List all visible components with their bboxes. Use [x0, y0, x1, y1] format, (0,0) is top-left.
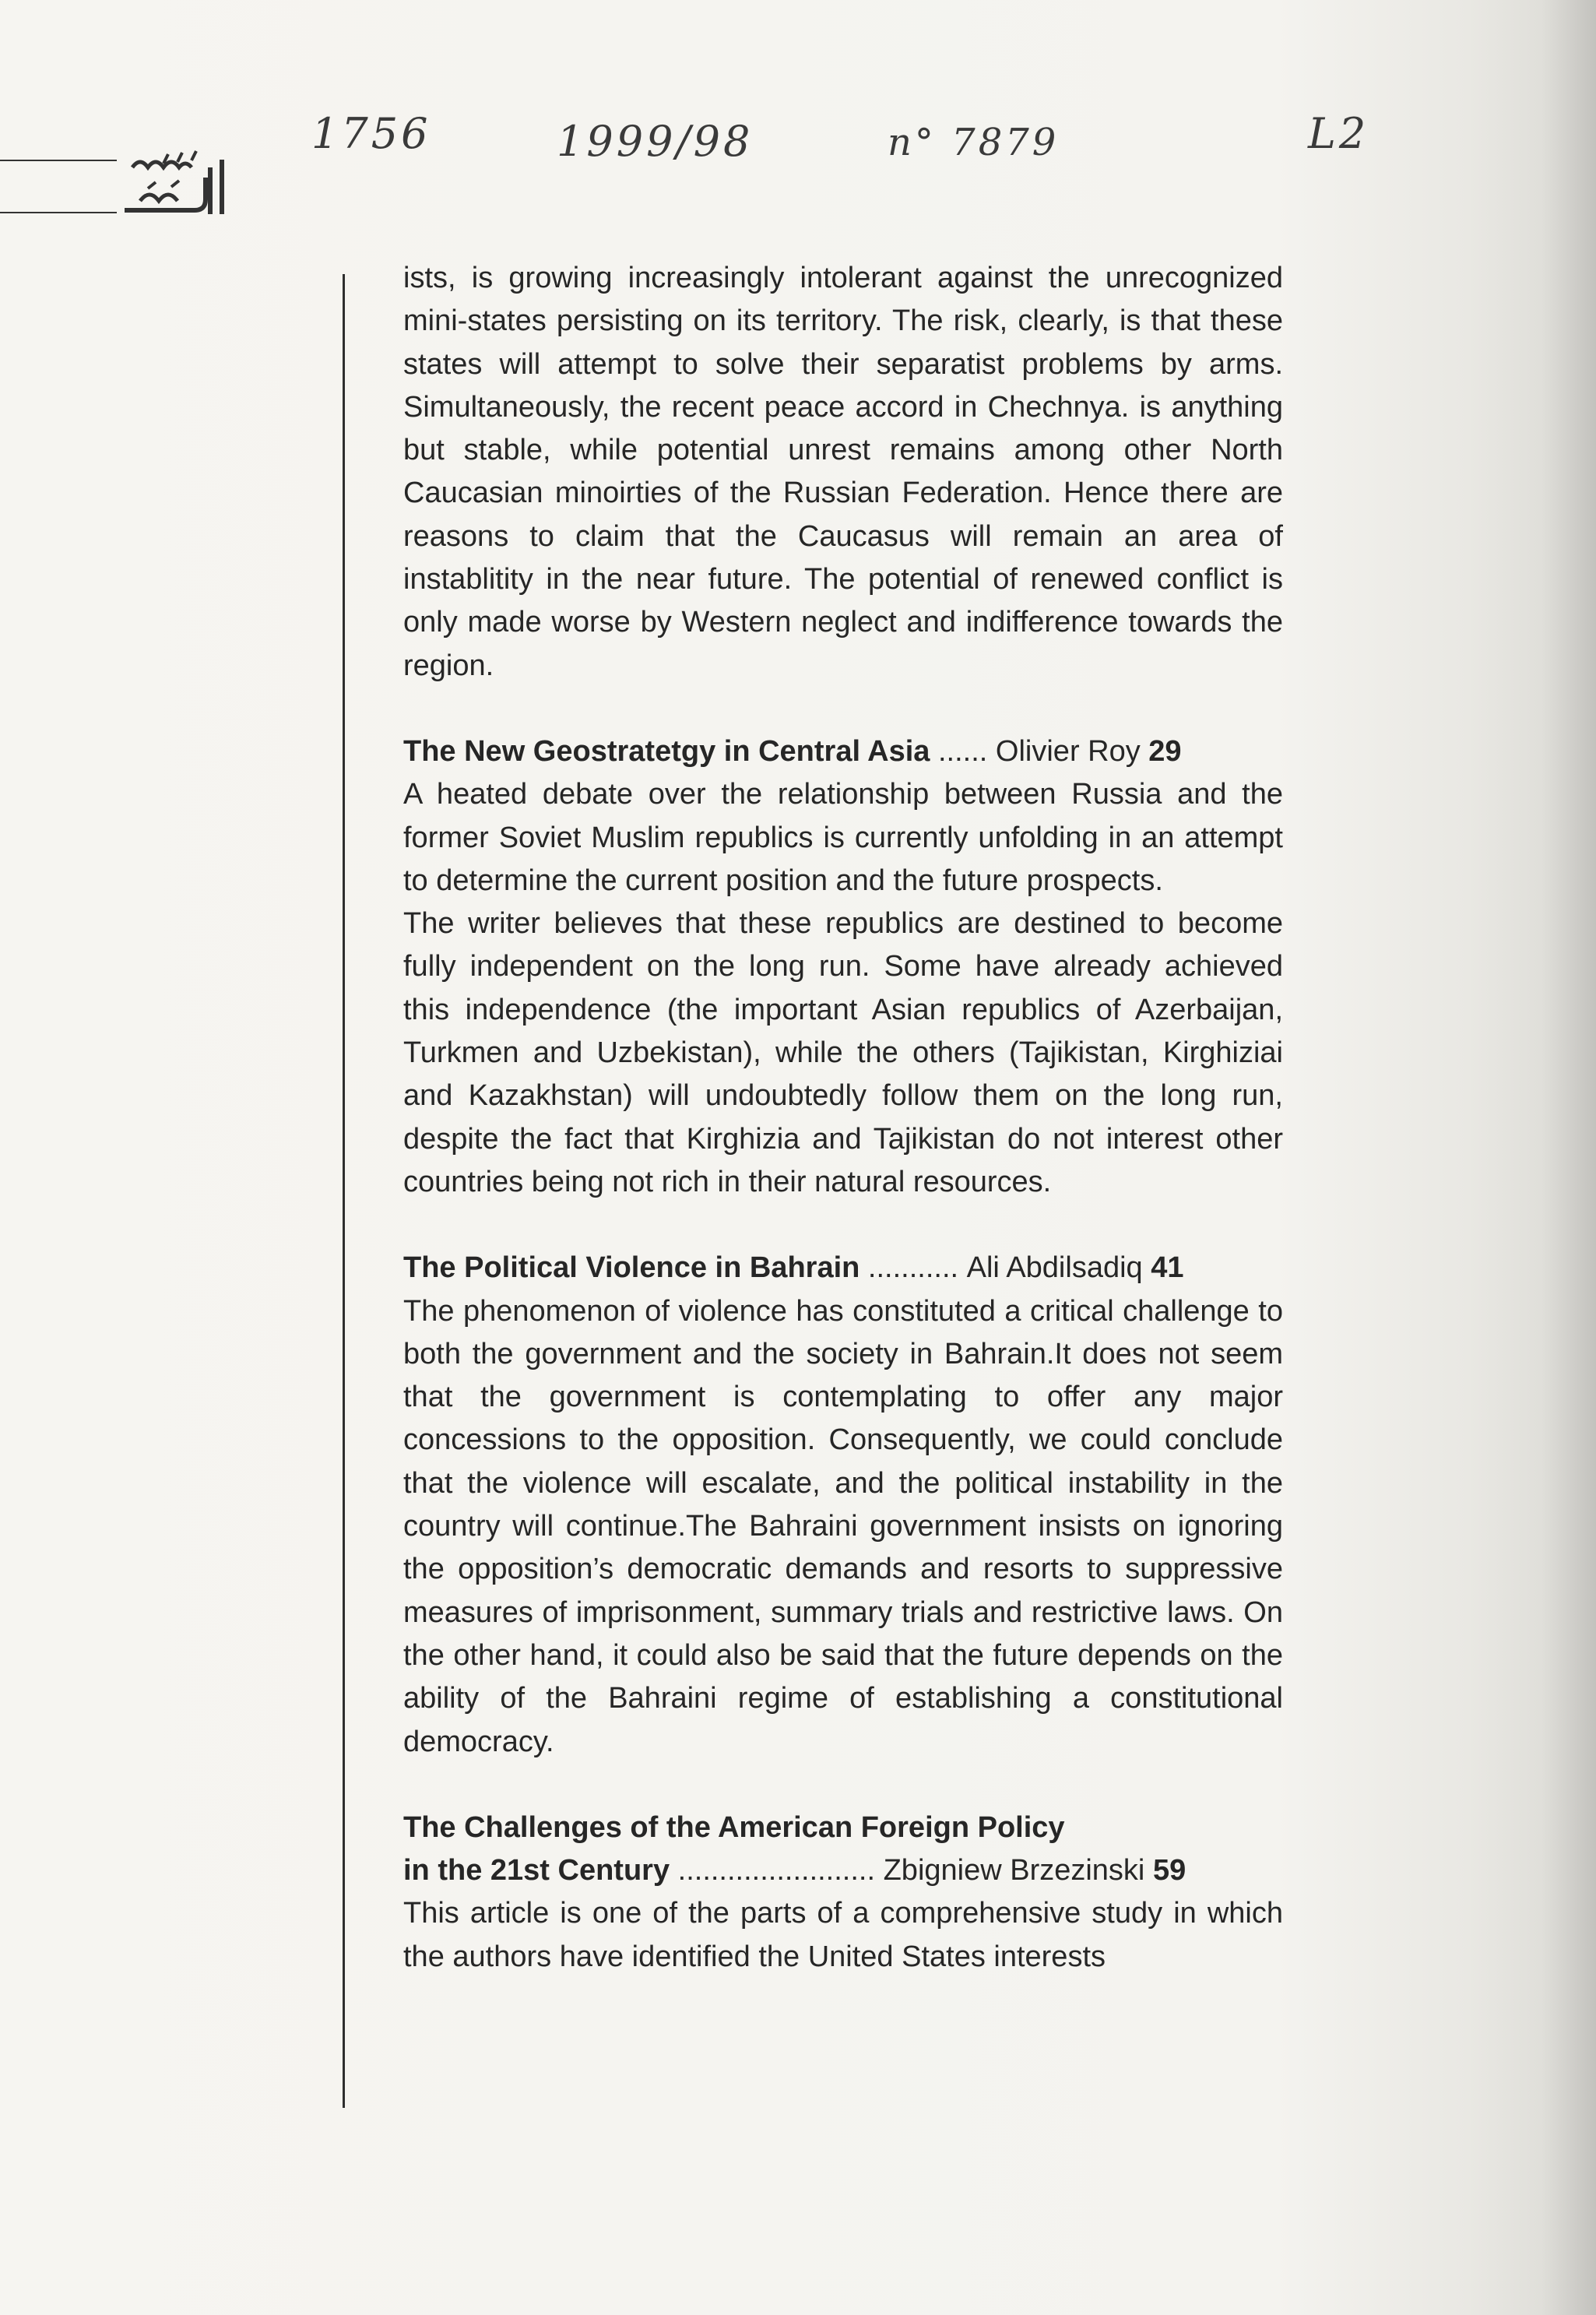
handwritten-annotation: L2: [1308, 109, 1369, 158]
toc-entry-central-asia: [403, 730, 1283, 1204]
entry-author: Ali Abdilsadiq: [966, 1251, 1143, 1285]
header-rule-bottom: [0, 212, 117, 213]
entry-author: Zbigniew Brzezinski: [883, 1854, 1145, 1888]
leader-dots: ......: [938, 734, 988, 768]
handwritten-annotation: n° 7879: [888, 121, 1060, 164]
intro-paragraph: ists, is growing increasingly intolerant against the unrecognized mini-states persisting on its territory. The risk, clearly, is that these states will attempt to solve their separatist problems by arms. Simultaneously, the recent peace accord in Chechnya. is anything but stable, while potential unrest remains among other North Caucasian minoirties of the Russian Federation. Hence there are reasons to claim that the Caucasus will remain an area of instablitity in the near future. The potential of renewed conflict is only made worse by Western neglect and indifference towards the region.: [403, 262, 1283, 682]
entry-paragraph: A heated debate over the relationship between Russia and the former Soviet Muslim republics is currently unfolding in an attempt to determine the current position and the future prospects.: [403, 778, 1283, 897]
entry-page-number: 59: [1152, 1854, 1186, 1888]
entry-paragraph: The phenomenon of violence has constituted a critical challenge to both the government and the society in Bahrain.It does not seem that the government is contemplating to offer any major concessions to the opposition. Consequently, we could conclude that the violence will escalate, and the political instability in the country will continue.The Bahraini government insists on ignoring the opposition’s democratic demands and resorts to suppressive measures of imprisonment, summary trials and restrictive laws. On the other hand, it could also be said that the future depends on the ability of the Bahraini regime of establishing a constitutional democracy.: [403, 1294, 1283, 1758]
entry-heading: [403, 1247, 1283, 1289]
margin-rule: [343, 274, 345, 2108]
entry-title: The Political Violence in Bahrain: [403, 1251, 860, 1285]
entry-title-continued: in the 21st Century: [403, 1854, 670, 1888]
leader-dots: ........................: [677, 1854, 876, 1888]
entry-title: The New Geostratetgy in Central Asia: [403, 734, 930, 768]
entry-paragraph: The writer believes that these republics are destined to become fully independent on the long run. Some have already achieved this independence (the important Asian republics of Azerbaijan, Turkmen and Uzbekistan), while the others (Tajikistan, Kirghiziai and Kazakhstan) will undoubtedly follow them on the long run, despite the fact that Kirghizia and Tajikistan do not interest other countries being not rich in their natural resources.: [403, 907, 1283, 1198]
handwritten-annotation: 1999/98: [557, 117, 754, 166]
text-column: [403, 257, 1283, 1979]
handwritten-annotation: 1756: [311, 109, 431, 158]
entry-heading-line-1: [403, 1807, 1283, 1849]
leader-dots: ...........: [867, 1251, 959, 1285]
toc-entry-bahrain: [403, 1247, 1283, 1764]
entry-paragraph: This article is one of the parts of a comprehensive study in which the authors have identified the United States interests: [403, 1897, 1283, 1973]
entry-page-number: 41: [1151, 1251, 1184, 1285]
entry-heading-line-2: [403, 1849, 1283, 1892]
journal-logo: [117, 140, 241, 226]
page-edge-shadow: [1542, 0, 1596, 2315]
entry-author: Olivier Roy: [995, 734, 1141, 768]
entry-page-number: 29: [1148, 734, 1182, 768]
header-rule-top: [0, 160, 117, 161]
toc-entry-american-foreign-policy: [403, 1807, 1283, 1979]
entry-title: The Challenges of the American Foreign Policy: [403, 1810, 1065, 1844]
entry-heading: [403, 730, 1283, 773]
